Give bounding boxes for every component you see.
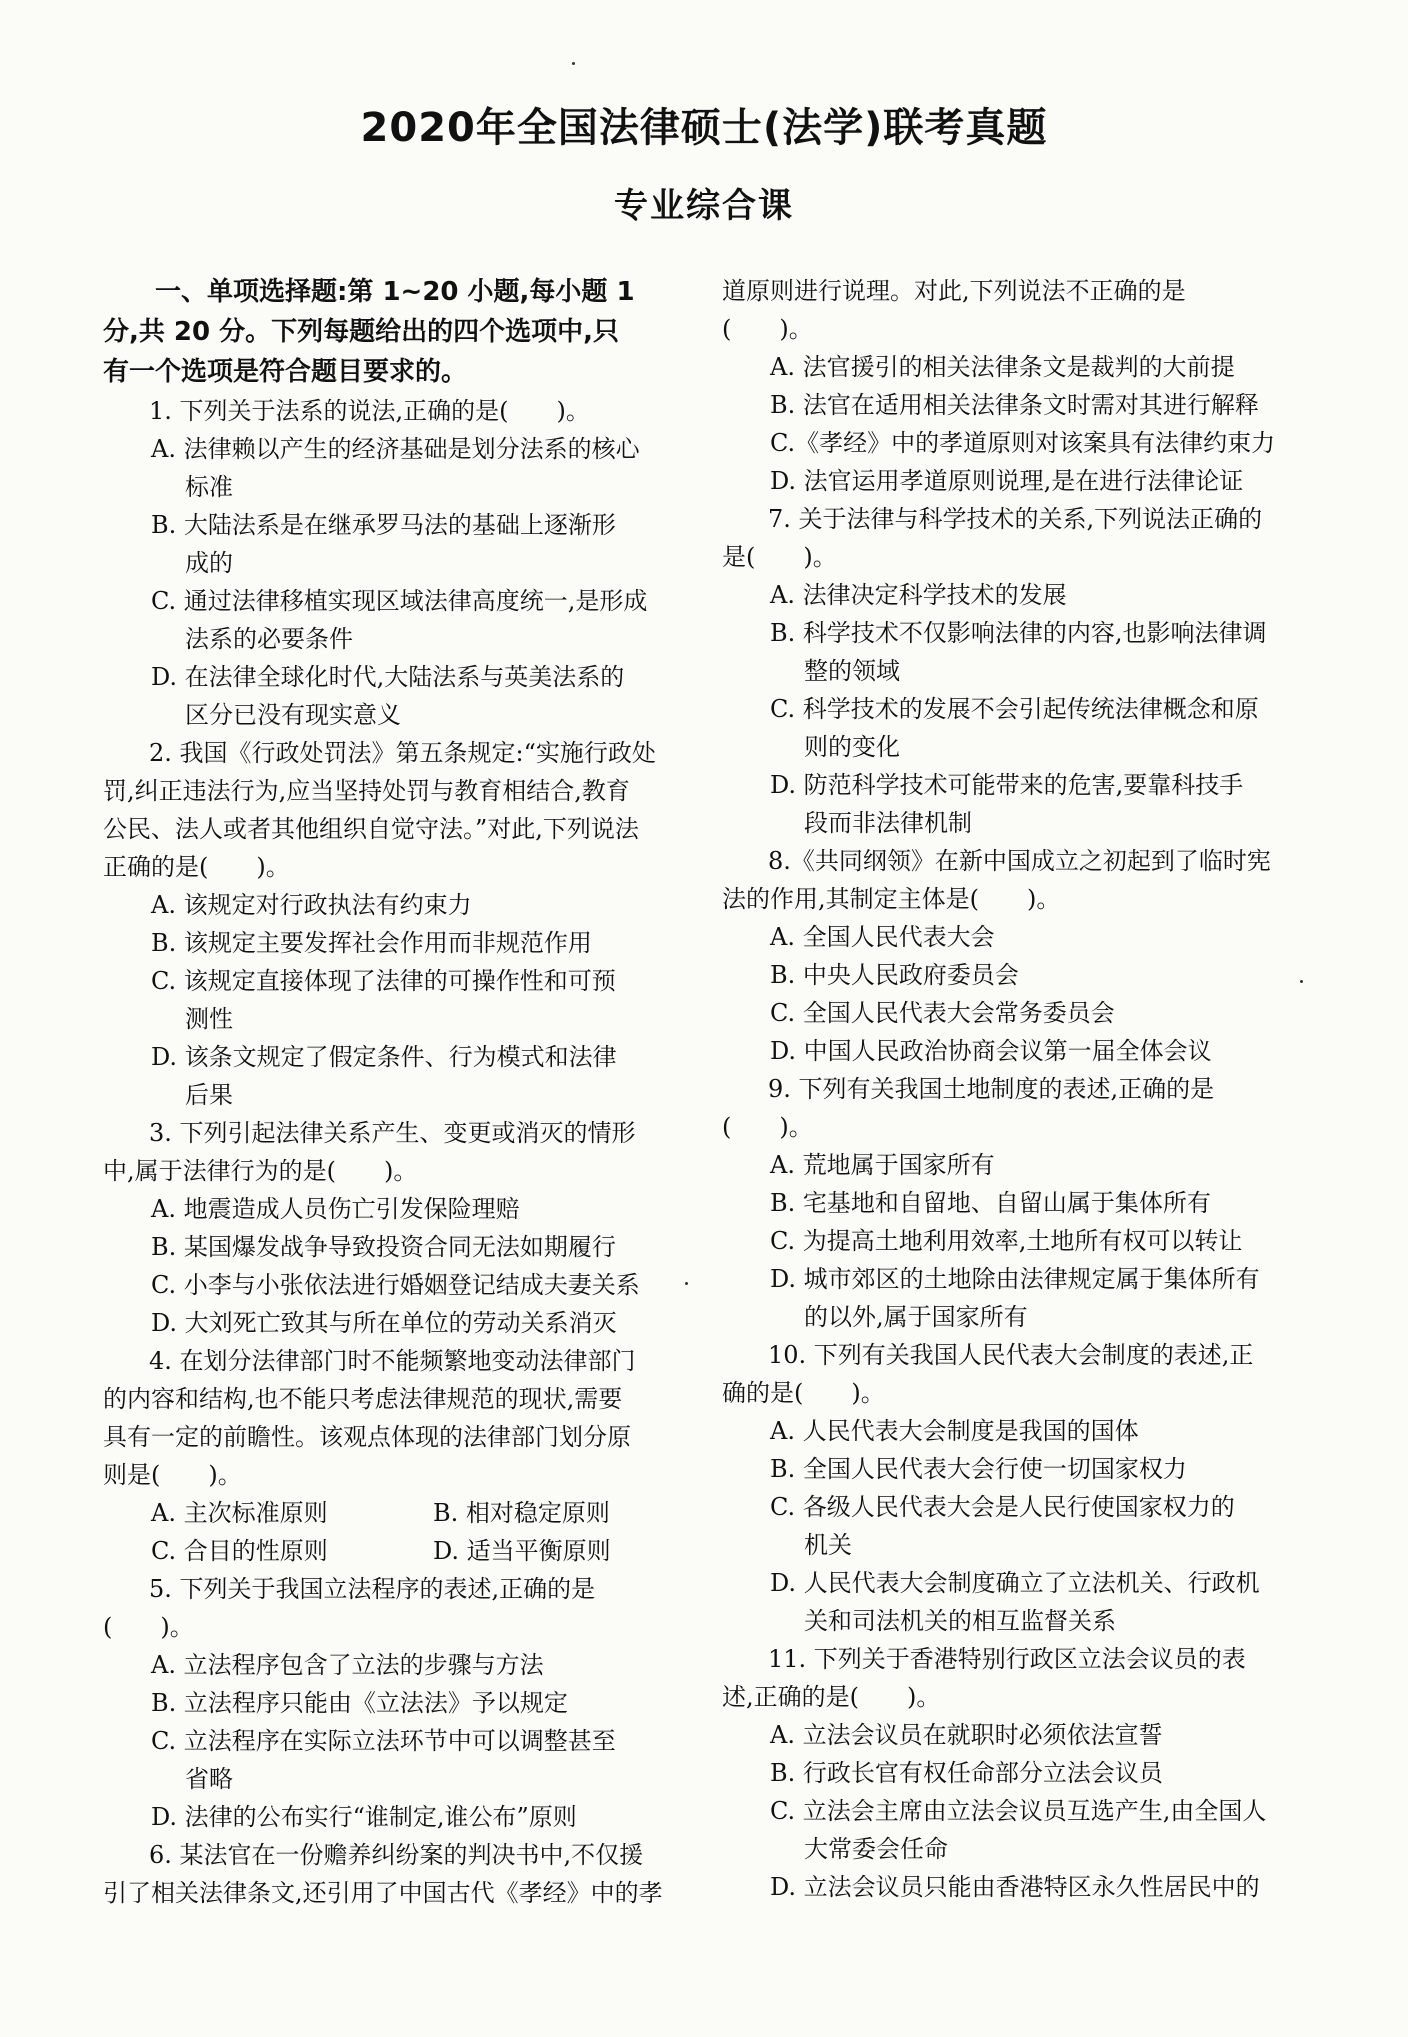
question-10-option-b: B. 全国人民代表大会行使一切国家权力 <box>770 1455 1187 1483</box>
question-6-stem: 6. 某法官在一份赡养纠纷案的判决书中,不仅援 <box>149 1841 644 1869</box>
question-6-stem-cont: 引了相关法律条文,还引用了中国古代《孝经》中的孝 <box>103 1879 663 1907</box>
question-5-option-d: D. 法律的公布实行“谁制定,谁公布”原则 <box>151 1803 577 1831</box>
question-11-option-b: B. 行政长官有权任命部分立法会议员 <box>770 1759 1163 1787</box>
scan-speck <box>1300 980 1303 983</box>
question-4-options-row <box>103 1494 675 1532</box>
question-3-stem-cont: 中,属于法律行为的是( )。 <box>103 1157 418 1185</box>
question-4-option-a: A. 主次标准原则 <box>151 1499 328 1527</box>
question-2-option-c: C. 该规定直接体现了法律的可操作性和可预 <box>151 967 616 995</box>
question-3-option-d: D. 大刘死亡致其与所在单位的劳动关系消灭 <box>151 1309 617 1337</box>
question-4-option-c: C. 合目的性原则 <box>151 1537 328 1565</box>
question-8-stem-cont: 法的作用,其制定主体是( )。 <box>722 885 1061 913</box>
section-heading-line: 有一个选项是符合题目要求的。 <box>103 357 468 387</box>
question-4-option-b: B. 相对稳定原则 <box>433 1499 610 1527</box>
question-6-stem-cont: ( )。 <box>722 315 813 343</box>
question-3-stem: 3. 下列引起法律关系产生、变更或消灭的情形 <box>149 1119 636 1147</box>
question-3-option-a: A. 地震造成人员伤亡引发保险理赔 <box>151 1195 520 1223</box>
question-11-option-d: D. 立法会议员只能由香港特区永久性居民中的 <box>770 1873 1260 1901</box>
question-8-option-c: C. 全国人民代表大会常务委员会 <box>770 999 1115 1027</box>
question-10-stem: 10. 下列有关我国人民代表大会制度的表述,正 <box>768 1341 1254 1369</box>
question-5-option-c-cont: 省略 <box>185 1765 233 1793</box>
question-5-option-c: C. 立法程序在实际立法环节中可以调整甚至 <box>151 1727 616 1755</box>
question-7-stem-cont: 是( )。 <box>722 543 837 571</box>
section-heading-line: 分,共 20 分。下列每题给出的四个选项中,只 <box>103 317 620 347</box>
question-11-stem-cont: 述,正确的是( )。 <box>722 1683 941 1711</box>
scan-speck <box>685 1282 688 1285</box>
question-1-option-b-cont: 成的 <box>185 549 233 577</box>
question-11-option-c-cont: 大常委会任命 <box>804 1835 948 1863</box>
question-11-option-a: A. 立法会议员在就职时必须依法宣誓 <box>770 1721 1163 1749</box>
question-4-stem-cont: 具有一定的前瞻性。该观点体现的法律部门划分原 <box>103 1423 631 1451</box>
page-title: 2020年全国法律硕士(法学)联考真题 <box>360 105 1048 151</box>
question-10-option-c-cont: 机关 <box>804 1531 852 1559</box>
question-4-options-row <box>103 1532 675 1570</box>
question-10-option-c: C. 各级人民代表大会是人民行使国家权力的 <box>770 1493 1235 1521</box>
question-9-stem-cont: ( )。 <box>722 1113 813 1141</box>
section-heading-line: 一、单项选择题:第 1~20 小题,每小题 1 <box>155 277 635 307</box>
question-8-option-a: A. 全国人民代表大会 <box>770 923 995 951</box>
question-2-stem-cont: 罚,纠正违法行为,应当坚持处罚与教育相结合,教育 <box>103 777 630 805</box>
question-10-option-d-cont: 关和司法机关的相互监督关系 <box>804 1607 1116 1635</box>
question-7-option-c-cont: 则的变化 <box>804 733 900 761</box>
question-6-option-d: D. 法官运用孝道原则说理,是在进行法律论证 <box>770 467 1244 495</box>
question-1-option-d-cont: 区分已没有现实意义 <box>185 701 401 729</box>
scan-speck <box>572 62 575 65</box>
question-1-stem: 1. 下列关于法系的说法,正确的是( )。 <box>149 397 590 425</box>
question-1-option-c-cont: 法系的必要条件 <box>185 625 353 653</box>
question-2-stem-cont: 公民、法人或者其他组织自觉守法。”对此,下列说法 <box>103 815 639 843</box>
question-8-option-b: B. 中央人民政府委员会 <box>770 961 1019 989</box>
question-9-stem: 9. 下列有关我国土地制度的表述,正确的是 <box>768 1075 1215 1103</box>
question-10-stem-cont: 确的是( )。 <box>722 1379 885 1407</box>
left-column <box>103 272 675 1912</box>
question-7-stem: 7. 关于法律与科学技术的关系,下列说法正确的 <box>768 505 1263 533</box>
question-1-option-a-cont: 标准 <box>185 473 233 501</box>
question-8-stem: 8.《共同纲领》在新中国成立之初起到了临时宪 <box>768 847 1271 875</box>
question-7-option-b-cont: 整的领域 <box>804 657 900 685</box>
question-2-option-c-cont: 测性 <box>185 1005 233 1033</box>
question-5-stem: 5. 下列关于我国立法程序的表述,正确的是 <box>149 1575 596 1603</box>
question-9-option-c: C. 为提高土地利用效率,土地所有权可以转让 <box>770 1227 1243 1255</box>
question-1-option-a: A. 法律赖以产生的经济基础是划分法系的核心 <box>151 435 640 463</box>
question-2-option-a: A. 该规定对行政执法有约束力 <box>151 891 472 919</box>
question-2-option-d: D. 该条文规定了假定条件、行为模式和法律 <box>151 1043 617 1071</box>
question-5-option-a: A. 立法程序包含了立法的步骤与方法 <box>151 1651 544 1679</box>
question-1-option-d: D. 在法律全球化时代,大陆法系与英美法系的 <box>151 663 625 691</box>
question-6-option-b: B. 法官在适用相关法律条文时需对其进行解释 <box>770 391 1259 419</box>
question-2-option-d-cont: 后果 <box>185 1081 233 1109</box>
question-7-option-d-cont: 段而非法律机制 <box>804 809 972 837</box>
question-9-option-b: B. 宅基地和自留地、自留山属于集体所有 <box>770 1189 1211 1217</box>
question-7-option-b: B. 科学技术不仅影响法律的内容,也影响法律调 <box>770 619 1267 647</box>
question-7-option-d: D. 防范科学技术可能带来的危害,要靠科技手 <box>770 771 1244 799</box>
question-2-stem-cont: 正确的是( )。 <box>103 853 290 881</box>
question-6-option-c: C.《孝经》中的孝道原则对该案具有法律约束力 <box>770 429 1276 457</box>
question-6-option-a: A. 法官援引的相关法律条文是裁判的大前提 <box>770 353 1235 381</box>
question-1-option-b: B. 大陆法系是在继承罗马法的基础上逐渐形 <box>151 511 616 539</box>
right-column <box>722 272 1300 1906</box>
question-9-option-d: D. 城市郊区的土地除由法律规定属于集体所有 <box>770 1265 1260 1293</box>
question-4-stem-cont: 则是( )。 <box>103 1461 242 1489</box>
question-9-option-d-cont: 的以外,属于国家所有 <box>804 1303 1028 1331</box>
question-5-stem-cont: ( )。 <box>103 1613 194 1641</box>
question-10-option-d: D. 人民代表大会制度确立了立法机关、行政机 <box>770 1569 1260 1597</box>
section-heading <box>103 272 675 392</box>
question-3-option-c: C. 小李与小张依法进行婚姻登记结成夫妻关系 <box>151 1271 640 1299</box>
question-10-option-a: A. 人民代表大会制度是我国的国体 <box>770 1417 1139 1445</box>
question-7-option-c: C. 科学技术的发展不会引起传统法律概念和原 <box>770 695 1259 723</box>
question-3-option-b: B. 某国爆发战争导致投资合同无法如期履行 <box>151 1233 616 1261</box>
question-11-option-c: C. 立法会主席由立法会议员互选产生,由全国人 <box>770 1797 1267 1825</box>
page-subtitle: 专业综合课 <box>614 186 794 226</box>
question-4-stem: 4. 在划分法律部门时不能频繁地变动法律部门 <box>149 1347 636 1375</box>
question-11-stem: 11. 下列关于香港特别行政区立法会议员的表 <box>768 1645 1246 1673</box>
question-1-option-c: C. 通过法律移植实现区域法律高度统一,是形成 <box>151 587 648 615</box>
question-8-option-d: D. 中国人民政治协商会议第一届全体会议 <box>770 1037 1212 1065</box>
question-9-option-a: A. 荒地属于国家所有 <box>770 1151 995 1179</box>
question-7-option-a: A. 法律决定科学技术的发展 <box>770 581 1067 609</box>
question-5-option-b: B. 立法程序只能由《立法法》予以规定 <box>151 1689 568 1717</box>
question-6-stem-cont: 道原则进行说理。对此,下列说法不正确的是 <box>722 277 1186 305</box>
question-2-stem: 2. 我国《行政处罚法》第五条规定:“实施行政处 <box>149 739 656 767</box>
question-2-option-b: B. 该规定主要发挥社会作用而非规范作用 <box>151 929 592 957</box>
question-4-option-d: D. 适当平衡原则 <box>433 1537 611 1565</box>
question-4-stem-cont: 的内容和结构,也不能只考虑法律规范的现状,需要 <box>103 1385 623 1413</box>
